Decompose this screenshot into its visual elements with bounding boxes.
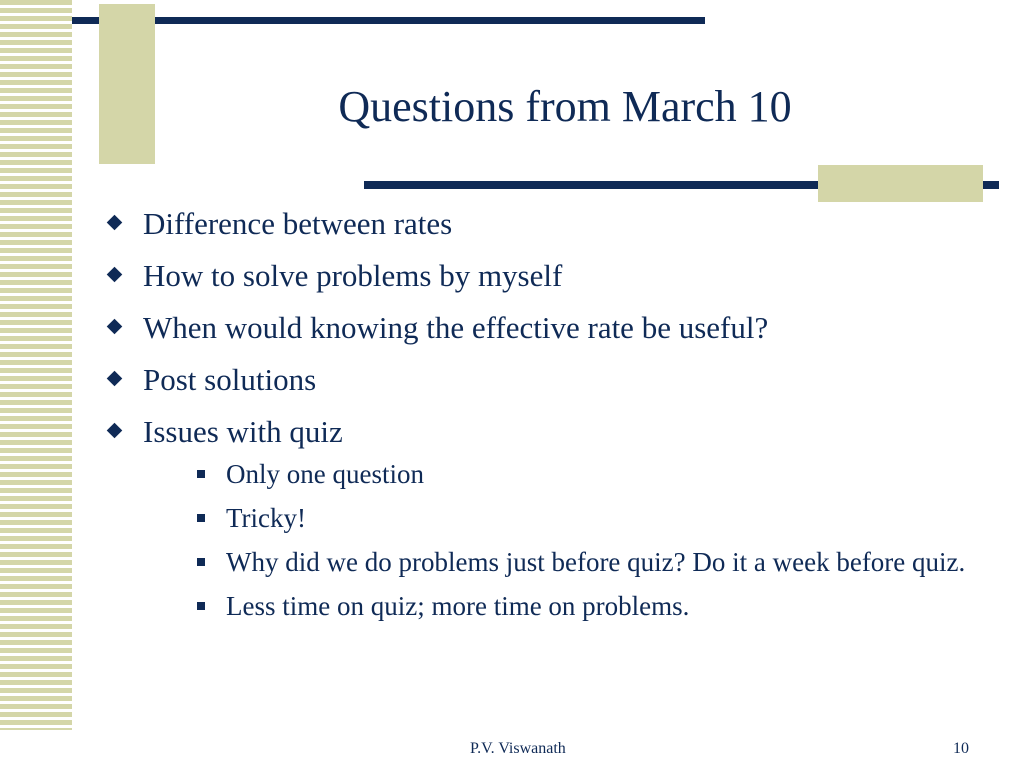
bullet-text: Difference between rates	[143, 206, 453, 241]
title-accent-block	[99, 4, 155, 164]
bullet-text: Issues with quiz	[143, 414, 343, 449]
sub-bullet-item	[188, 502, 985, 534]
bullet-item	[105, 354, 985, 406]
sub-bullet-text: Less time on quiz; more time on problems.	[226, 591, 690, 621]
sub-bullet-list	[143, 458, 985, 622]
bullet-text: How to solve problems by myself	[143, 258, 563, 293]
top-rule	[72, 17, 705, 24]
diamond-bullet-icon	[107, 215, 123, 231]
square-bullet-icon	[197, 470, 205, 478]
sub-bullet-item	[188, 546, 985, 578]
bullet-text: Post solutions	[143, 362, 317, 397]
sub-bullet-text: Tricky!	[226, 503, 307, 533]
bullet-item	[105, 250, 985, 302]
sub-bullet-text: Why did we do problems just before quiz? Do it a week before quiz.	[226, 547, 966, 577]
diamond-bullet-icon	[107, 423, 123, 439]
diamond-bullet-icon	[107, 267, 123, 283]
decorative-stripes	[0, 0, 72, 730]
sub-bullet-item	[188, 458, 985, 490]
title-underline-accent-block	[818, 165, 983, 202]
sub-bullet-text: Only one question	[226, 459, 424, 489]
diamond-bullet-icon	[107, 371, 123, 387]
slide-title: Questions from March 10	[338, 82, 792, 131]
footer-author: P.V. Viswanath	[470, 740, 566, 757]
bullet-item	[105, 302, 985, 354]
sub-bullet-item	[188, 590, 985, 622]
square-bullet-icon	[197, 558, 205, 566]
square-bullet-icon	[197, 514, 205, 522]
page-number: 10	[953, 740, 969, 757]
bullet-list	[105, 198, 985, 634]
diamond-bullet-icon	[107, 319, 123, 335]
bullet-item	[105, 198, 985, 250]
square-bullet-icon	[197, 602, 205, 610]
bullet-item	[105, 406, 985, 622]
bullet-text: When would knowing the effective rate be useful?	[143, 310, 769, 345]
